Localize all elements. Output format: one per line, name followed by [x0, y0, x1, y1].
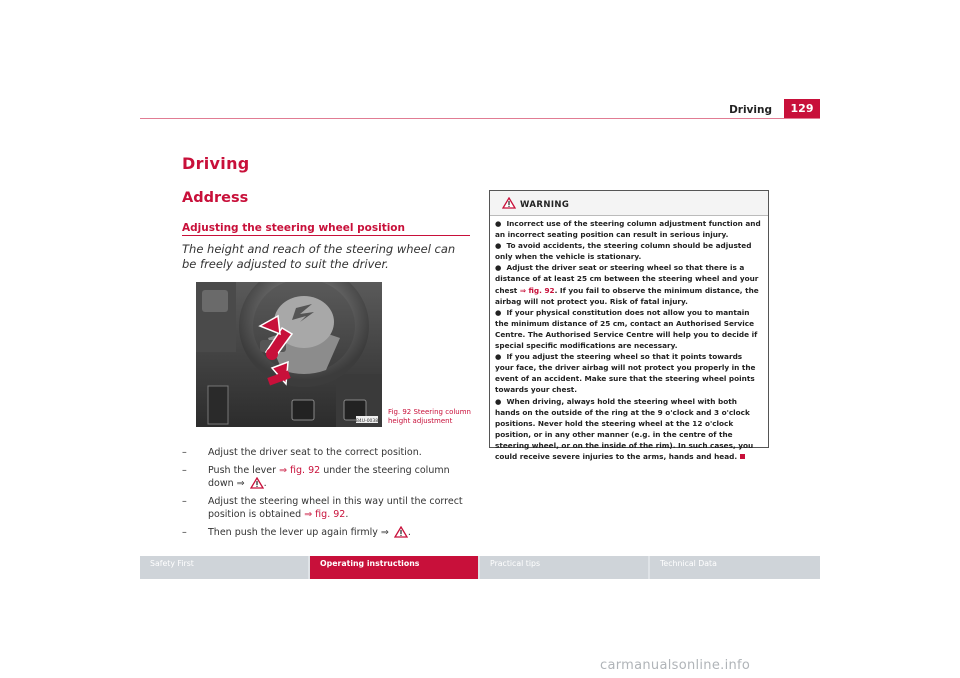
end-of-section-marker: [740, 454, 745, 459]
figure-code: B4U-0038: [355, 419, 379, 424]
step-1: – Adjust the driver seat to the correct position.: [182, 447, 422, 458]
fig-92-link[interactable]: ⇒ fig. 92: [304, 509, 346, 520]
figure-caption: Fig. 92 Steering column height adjustment: [388, 408, 471, 425]
chapter-title: Driving: [182, 154, 250, 173]
section-title: Address: [182, 190, 249, 206]
page-number: 129: [784, 99, 820, 118]
footer-tab-operating-instructions[interactable]: Operating instructions: [310, 556, 478, 579]
warning-item: ● If your physical constitution does not allow you to mantain the minimum distance of 25 cm, contact an Authorised Service Centre. The Authorised Service Centre will help you to decide if special specific modifications are necessary.: [495, 307, 758, 351]
fig-92-link[interactable]: ⇒ fig. 92: [279, 465, 321, 476]
footer-nav: [140, 556, 820, 579]
warning-label: WARNING: [520, 200, 570, 210]
subsection-rule: [182, 235, 470, 236]
warning-item: ● Incorrect use of the steering column adjustment function and an incorrect seating position can result in serious injury.: [495, 219, 761, 240]
warning-item: ● To avoid accidents, the steering column should be adjusted only when the vehicle is stationary.: [495, 241, 752, 262]
warning-item: ● Adjust the driver seat or steering wheel so that there is a distance of at least 25 cm between the steering wheel and your chest ⇒ fig. 92. If you fail to observe the minimum distance, the airbag will not protect you. Risk of fatal injury.: [495, 263, 759, 306]
warning-item: ● When driving, always hold the steering wheel with both hands on the outside of the ring at the 9 o'clock and 3 o'clock positions. Never hold the steering wheel at the 12 o'clock position, or in any other manner (e.g. in the centre of the steering wheel, or on the inside of the rim). In such cases, you could receive severe injuries to the arms, hands and head.: [495, 396, 754, 461]
steering-wheel-illustration: [196, 282, 382, 427]
step-4: – Then push the lever up again firmly ⇒ .: [182, 527, 411, 538]
footer-tab-technical-data[interactable]: Technical Data: [650, 556, 820, 579]
step-2: – Push the lever ⇒ fig. 92 under the steering column down ⇒ .: [182, 465, 450, 489]
footer-tab-safety-first[interactable]: Safety First: [140, 556, 308, 579]
intro-text: The height and reach of the steering wheel can be freely adjusted to suit the driver.: [182, 242, 456, 271]
footer-tab-practical-tips[interactable]: Practical tips: [480, 556, 648, 579]
warning-box: [489, 190, 769, 461]
warning-header: [490, 191, 768, 216]
watermark: carmanualsonline.info: [600, 658, 751, 673]
warning-item: ● If you adjust the steering wheel so that it points towards your face, the driver airbag will not protect you properly in the event of an accident. Make sure that the steering wheel points towards your chest.: [495, 352, 756, 395]
instruction-steps: [182, 446, 472, 544]
warning-triangle-icon: [502, 197, 516, 209]
warning-body: [495, 218, 763, 462]
subsection-title: Adjusting the steering wheel position: [182, 222, 405, 234]
step-3: – Adjust the steering wheel in this way until the correct position is obtained ⇒ fig. 92.: [182, 496, 463, 520]
warning-triangle-icon[interactable]: [394, 526, 408, 538]
running-header-title: Driving: [729, 104, 772, 116]
fig-92-link[interactable]: ⇒ fig. 92: [519, 285, 555, 295]
steering-wheel-figure: [196, 282, 382, 427]
header-rule: [140, 118, 820, 119]
warning-triangle-icon[interactable]: [250, 477, 264, 489]
